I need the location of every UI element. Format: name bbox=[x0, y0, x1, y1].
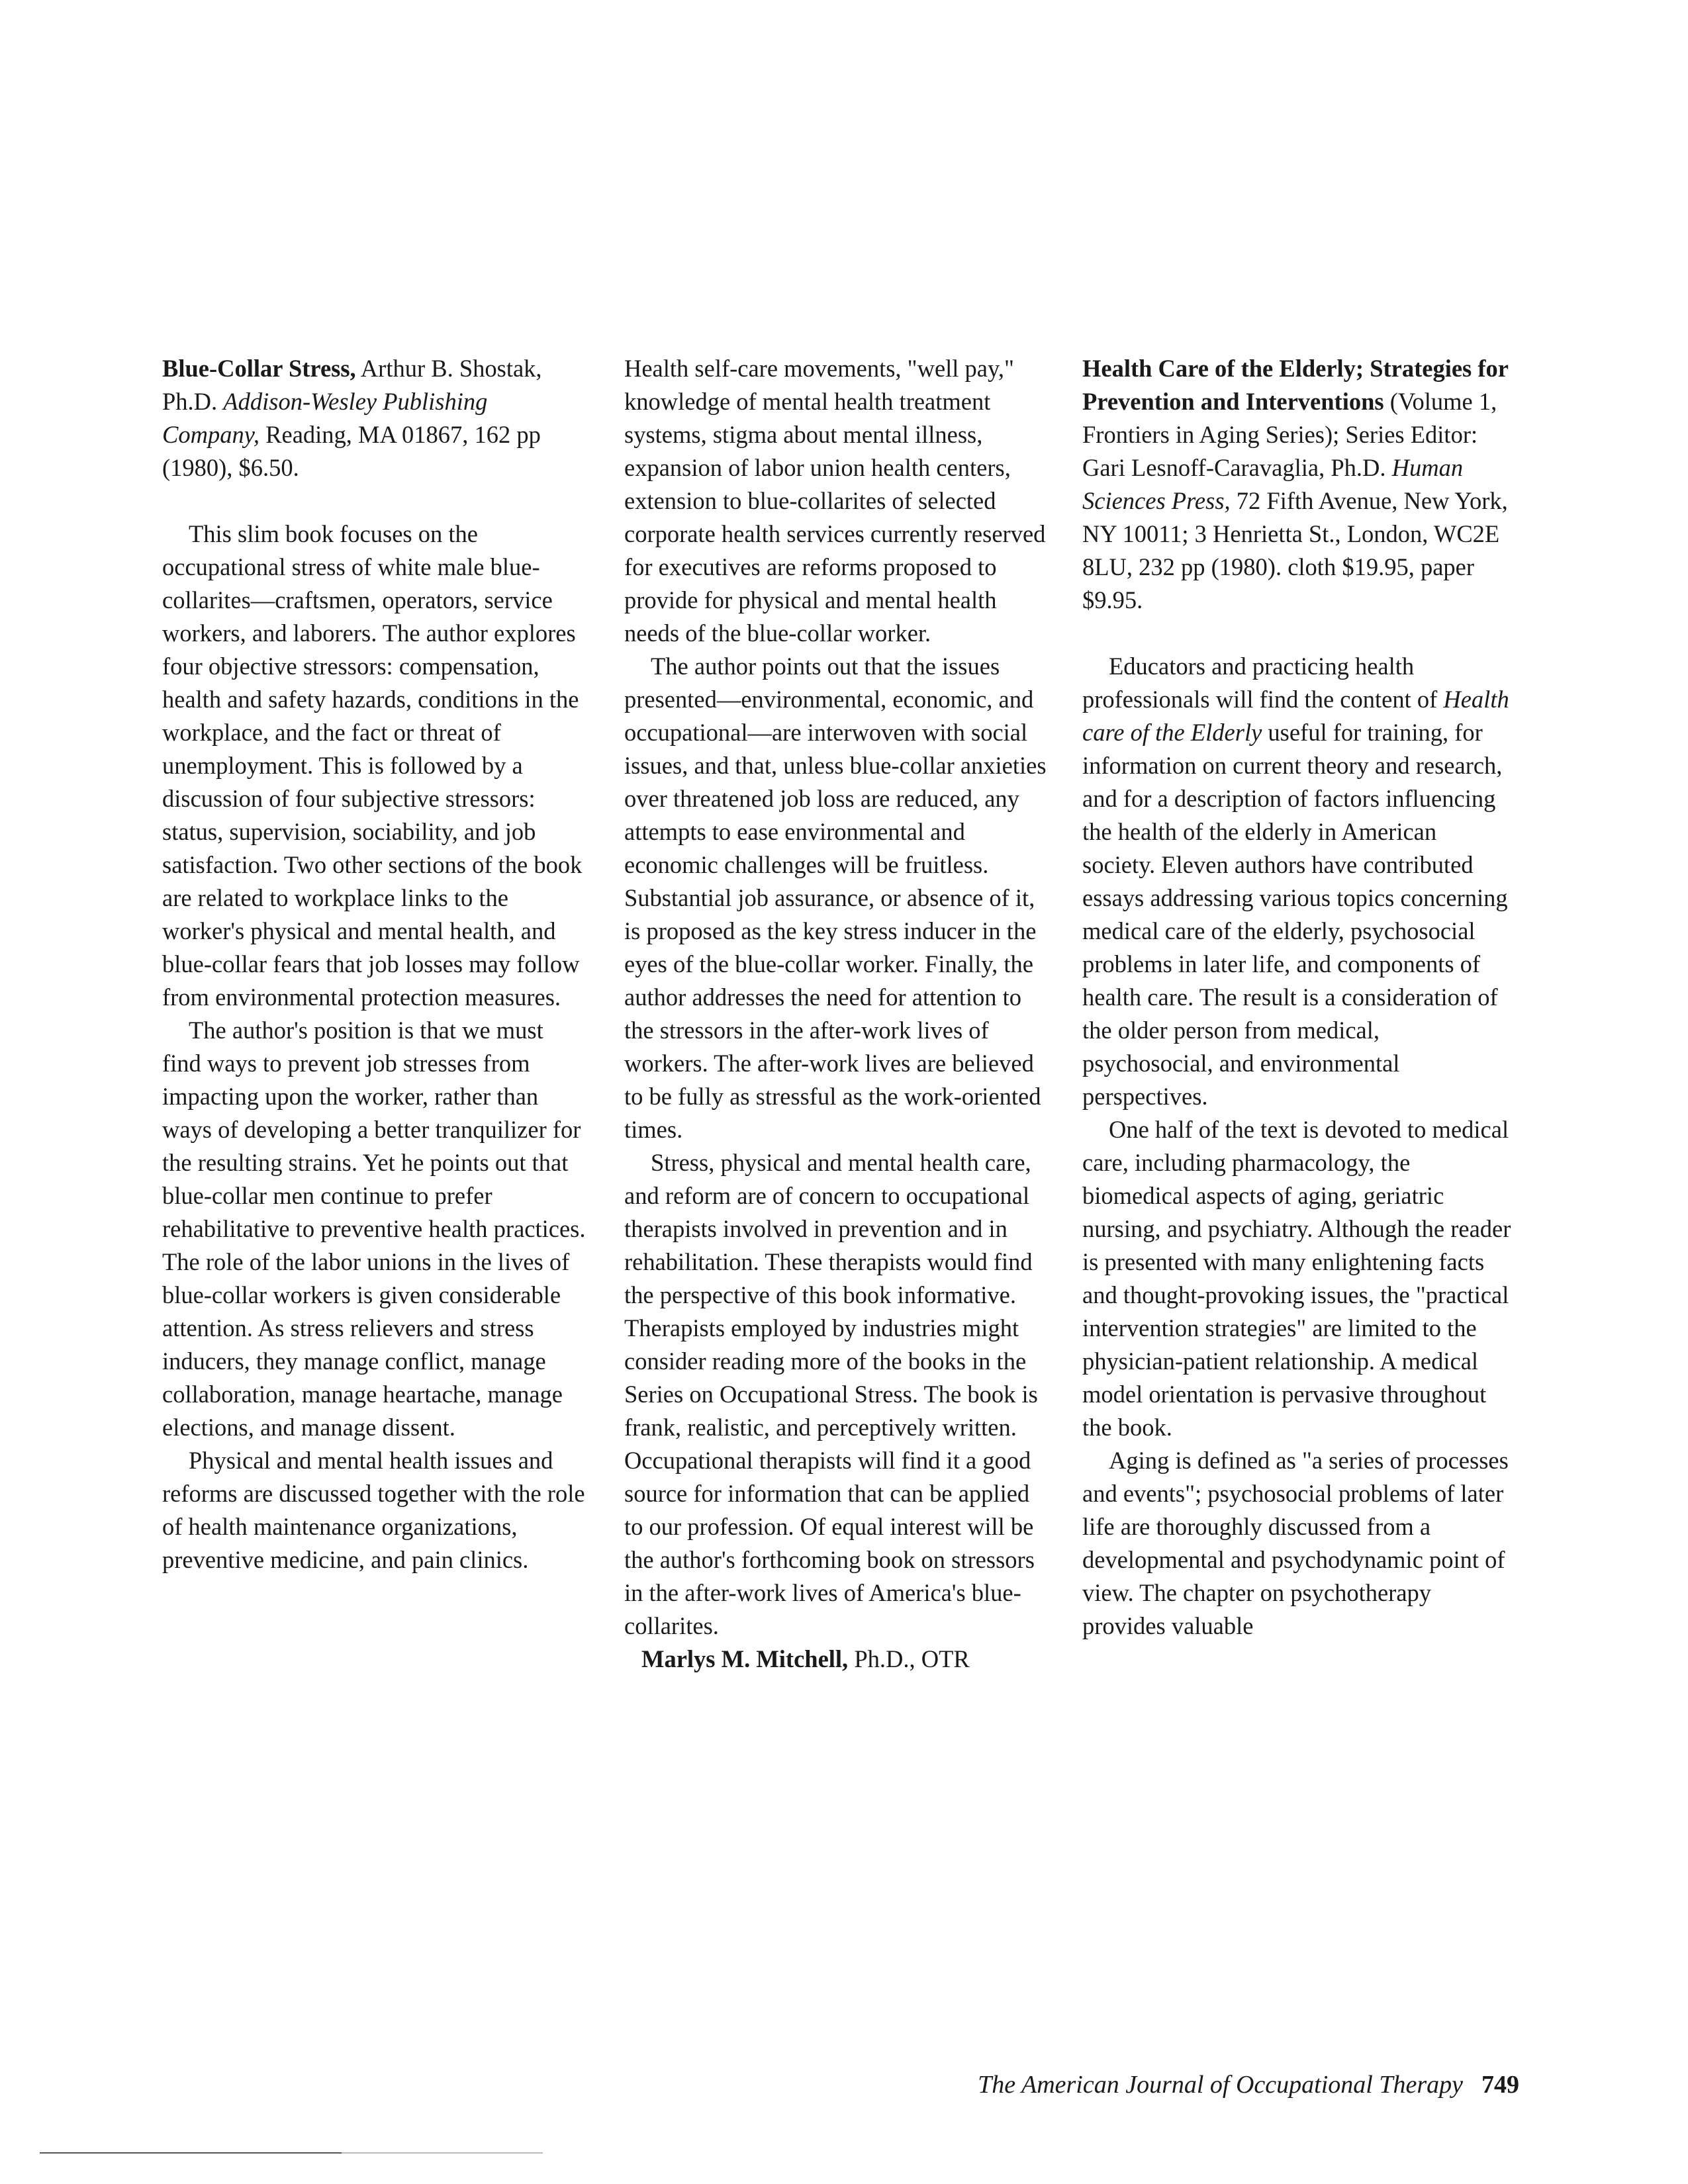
review-2-paragraph-1-end: useful for training, for information on current theory and research, and for a description of factors influencing the health of the elderly in American society. Eleven authors have contributed essays addressing various topics concerning medical care of the elderly, psychosocial problems in later life, and components of health care. The result is a consideration of the older person from medical, psychosocial, and environmental perspectives. bbox=[1082, 719, 1508, 1110]
review-1-citation bbox=[162, 352, 586, 484]
review-1-publisher: Addison-Wesley Publishing Company, bbox=[162, 388, 488, 448]
review-1-title: Blue-Collar Stress, bbox=[162, 355, 356, 382]
page-number: 749 bbox=[1481, 2071, 1519, 2099]
column-3 bbox=[1082, 352, 1513, 1643]
review-2-citation bbox=[1082, 352, 1513, 617]
reviewer-credentials: Ph.D., OTR bbox=[848, 1645, 970, 1672]
reviewer-signature bbox=[624, 1643, 1048, 1676]
review-1-author: Arthur B. Shostak, Ph.D. bbox=[162, 355, 542, 415]
reviewer-name: Marlys M. Mitchell, bbox=[641, 1645, 849, 1672]
review-2-title: Health Care of the Elderly; Strategies for Prevention and Interventions bbox=[1082, 355, 1509, 415]
review-2-publisher: Human Sciences Press, bbox=[1082, 454, 1464, 514]
review-2-series: (Volume 1, Frontiers in Aging Series); Series Editor: Gari Lesnoff-Caravaglia, Ph.D. bbox=[1082, 388, 1497, 481]
review-1-paragraph-3: Physical and mental health issues and reforms are discussed together with the role of health maintenance organizations, preventive medicine, and pain clinics. bbox=[162, 1447, 585, 1573]
page-footer bbox=[854, 2068, 1519, 2101]
review-1-details: Reading, MA 01867, 162 pp (1980), $6.50. bbox=[162, 421, 541, 481]
column-1 bbox=[162, 352, 586, 1576]
review-2-paragraph-2: One half of the text is devoted to medical care, including pharmacology, the biomedical aspects of aging, geriatric nursing, and psychiatry. Although the reader is presented with many enlightening facts and thought-provoking issues, the "practical intervention strategies" are limited to the physician-patient relationship. A medical model orientation is pervasive throughout the book. bbox=[1082, 1116, 1511, 1441]
review-2-details: 72 Fifth Avenue, New York, NY 10011; 3 Henrietta St., London, WC2E 8LU, 232 pp (1980). cloth $19.95, paper $9.95. bbox=[1082, 487, 1508, 614]
review-1-paragraph-4: Health self-care movements, "well pay," knowledge of mental health treatment systems, stigma about mental illness, expansion of labor union health centers, extension to blue-collarites of selected corporate health services currently reserved for executives are reforms proposed to provide for physical and mental health needs of the blue-collar worker. bbox=[624, 355, 1046, 647]
journal-name: The American Journal of Occupational Therapy bbox=[978, 2071, 1463, 2099]
review-2-paragraph-1-start: Educators and practicing health professionals will find the content of bbox=[1082, 653, 1444, 713]
review-1-paragraph-5: The author points out that the issues presented—environmental, economic, and occupational—are interwoven with social issues, and that, unless blue-collar anxieties over threatened job loss are reduced, any attempts to ease environmental and economic challenges will be fruitless. Substantial job assurance, or absence of it, is proposed as the key stress inducer in the eyes of the blue-collar worker. Finally, the author addresses the need for attention to the stressors in the after-work lives of workers. The after-work lives are believed to be fully as stressful as the work-oriented times. bbox=[624, 653, 1047, 1143]
scan-edge-rule bbox=[40, 2152, 543, 2154]
review-2-book-title-inline: Health care of the Elderly bbox=[1082, 686, 1509, 746]
review-2-paragraph-3: Aging is defined as "a series of processes and events"; psychosocial problems of later life are thoroughly discussed from a developmental and psychodynamic point of view. The chapter on psychotherapy provides valuable bbox=[1082, 1447, 1509, 1639]
review-2-paragraph-1 bbox=[1082, 650, 1513, 1113]
column-2 bbox=[624, 352, 1048, 1676]
review-1-paragraph-6: Stress, physical and mental health care, and reform are of concern to occupational therapists involved in prevention and in rehabilitation. These therapists would find the perspective of this book informative. Therapists employed by industries might consider reading more of the books in the Series on Occupational Stress. The book is frank, realistic, and perceptively written. Occupational therapists will find it a good source for information that can be applied to our profession. Of equal interest will be the author's forthcoming book on stressors in the after-work lives of America's blue-collarites. bbox=[624, 1149, 1038, 1639]
review-1-paragraph-2: The author's position is that we must find ways to prevent job stresses from impacting upon the worker, rather than ways of developing a better tranquilizer for the resulting strains. Yet he points out that blue-collar men continue to prefer rehabilitative to preventive health practices. The role of the labor unions in the lives of blue-collar workers is given considerable attention. As stress relievers and stress inducers, they manage conflict, manage collaboration, manage heartache, manage elections, and manage dissent. bbox=[162, 1017, 586, 1441]
review-1-paragraph-1: This slim book focuses on the occupational stress of white male blue-collarites—craftsmen, operators, service workers, and laborers. The author explores four objective stressors: compensation, health and safety hazards, conditions in the workplace, and the fact or threat of unemployment. This is followed by a discussion of four subjective stressors: status, supervision, sociability, and job satisfaction. Two other sections of the book are related to workplace links to the worker's physical and mental health, and blue-collar fears that job losses may follow from environmental protection measures. bbox=[162, 520, 583, 1011]
